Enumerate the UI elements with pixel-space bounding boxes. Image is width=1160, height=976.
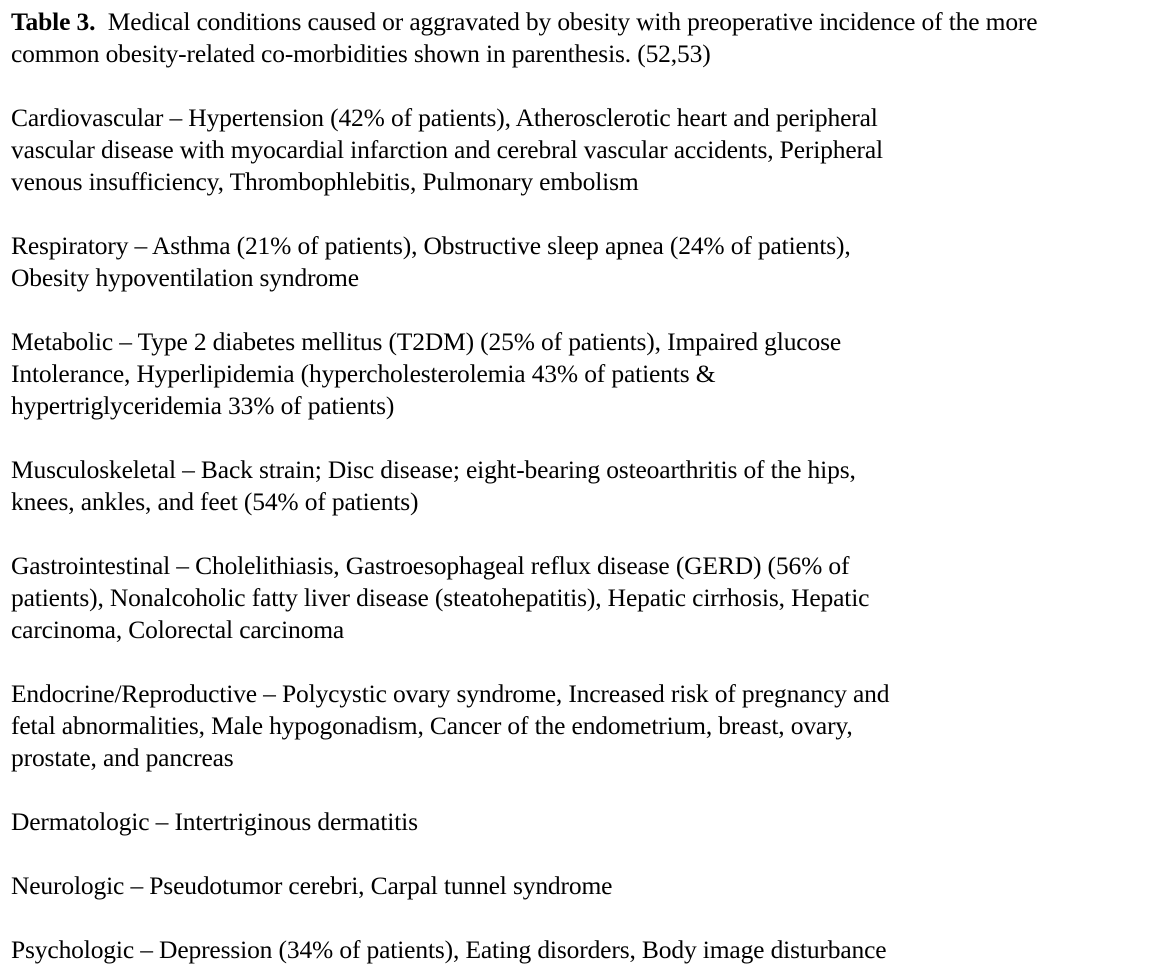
entry-line: Metabolic – Type 2 diabetes mellitus (T2DM) (25% of patients), Impaired glucose [11,327,842,356]
entry-line: Endocrine/Reproductive – Polycystic ovary syndrome, Increased risk of pregnancy and [11,679,890,708]
entry-line: Respiratory – Asthma (21% of patients), Obstructive sleep apnea (24% of patients), [11,231,851,260]
document-page [11,0,1156,966]
entry-line: Psychologic – Depression (34% of patients), Eating disorders, Body image disturbance [11,935,887,964]
entry-line: Dermatologic – Intertriginous dermatitis [11,807,418,836]
entry-line: knees, ankles, and feet (54% of patients) [11,487,419,516]
entry-line: fetal abnormalities, Male hypogonadism, Cancer of the endometrium, breast, ovary, [11,711,853,740]
condition-entry-cardiovascular [11,102,1156,198]
entry-line: Neurologic – Pseudotumor cerebri, Carpal tunnel syndrome [11,871,613,900]
entry-line: Cardiovascular – Hypertension (42% of patients), Atherosclerotic heart and peripheral [11,103,878,132]
condition-entry-neurologic [11,870,1156,902]
condition-entry-psychologic [11,934,1156,966]
condition-entry-gastrointestinal [11,550,1156,646]
condition-entry-dermatologic [11,806,1156,838]
entry-line: Gastrointestinal – Cholelithiasis, Gastroesophageal reflux disease (GERD) (56% of [11,551,850,580]
condition-entry-metabolic [11,326,1156,422]
entry-line: patients), Nonalcoholic fatty liver disease (steatohepatitis), Hepatic cirrhosis, Hepatic [11,583,870,612]
entry-line: Intolerance, Hyperlipidemia (hypercholesterolemia 43% of patients & [11,359,716,388]
entry-line: Obesity hypoventilation syndrome [11,263,359,292]
entry-line: venous insufficiency, Thrombophlebitis, Pulmonary embolism [11,167,639,196]
caption-text-line-2: common obesity-related co-morbidities shown in parenthesis. (52,53) [11,39,711,68]
caption-text-line-1: Medical conditions caused or aggravated by obesity with preoperative incidence of the more [107,7,1038,36]
condition-list [11,102,1156,966]
entry-line: carcinoma, Colorectal carcinoma [11,615,345,644]
condition-entry-respiratory [11,230,1156,294]
entry-line: Musculoskeletal – Back strain; Disc disease; eight-bearing osteoarthritis of the hips, [11,455,856,484]
condition-entry-endocrine-reproductive [11,678,1156,774]
entry-line: hypertriglyceridemia 33% of patients) [11,391,395,420]
condition-entry-musculoskeletal [11,454,1156,518]
table-caption [11,0,1156,70]
table-label: Table 3. [11,7,96,36]
entry-line: prostate, and pancreas [11,743,234,772]
entry-line: vascular disease with myocardial infarction and cerebral vascular accidents, Peripheral [11,135,883,164]
